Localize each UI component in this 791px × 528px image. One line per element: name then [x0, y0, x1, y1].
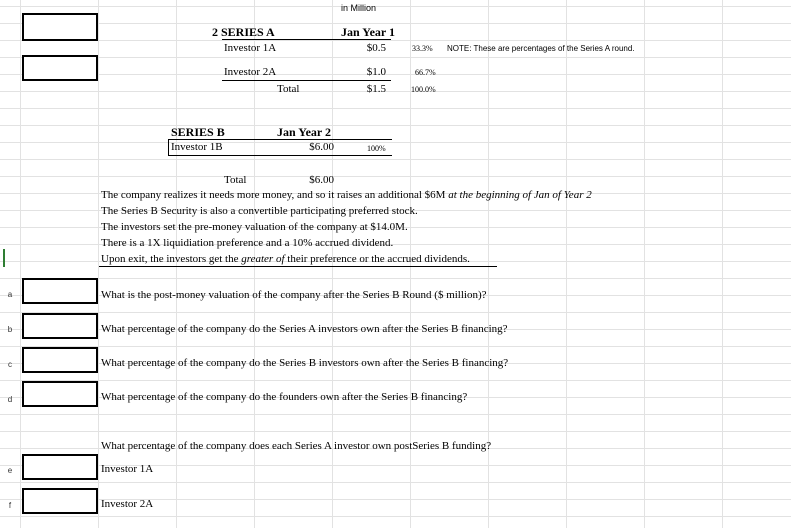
question-c-answer-box[interactable] — [22, 347, 98, 373]
series-b-header-underline — [168, 139, 392, 140]
series-b-divider — [168, 140, 169, 155]
question-f-answer-box[interactable] — [22, 488, 98, 514]
question-d-text: What percentage of the company do the founders own after the Series B financing? — [101, 391, 468, 403]
question-d-answer-box[interactable] — [22, 381, 98, 407]
question-e-answer-box[interactable] — [22, 454, 98, 480]
question-c-text: What percentage of the company do the Series B investors own after the Series B financing? — [101, 357, 509, 369]
description-line-1-italic: at the beginning of Jan of Year 2 — [448, 189, 592, 201]
description-line-5 — [101, 254, 470, 265]
question-d-letter: d — [7, 395, 13, 404]
series-a-total-pct: 100.0% — [411, 85, 436, 94]
question-f-letter: f — [8, 501, 12, 510]
series-a-row-1-amount: $0.5 — [366, 42, 386, 54]
description-line-1 — [101, 190, 592, 201]
question-b-text: What percentage of the company do the Series A investors own after the Series B financing? — [101, 323, 508, 335]
question-a-text: What is the post-money valuation of the company after the Series B Round ($ million)? — [101, 289, 487, 301]
series-a-rows-underline — [222, 80, 391, 81]
question-c-letter: c — [8, 360, 12, 369]
series-b-rows-underline — [168, 155, 392, 156]
series-b-investor: Investor 1B — [171, 141, 223, 153]
series-a-note: NOTE: These are percentages of the Series A round. — [447, 44, 635, 53]
description-line-2: The Series B Security is also a convertible participating preferred stock. — [101, 205, 418, 217]
series-a-row-1-name: Investor 1A — [224, 42, 277, 54]
answer-box-top-1[interactable] — [22, 13, 98, 41]
series-a-row-2-pct: 66.7% — [415, 68, 436, 77]
series-b-total-label: Total — [224, 174, 247, 186]
series-a-total-amount: $1.5 — [366, 83, 386, 95]
question-b-answer-box[interactable] — [22, 313, 98, 339]
description-line-4: There is a 1X liquidiation preference and a 10% accrued dividend. — [101, 237, 394, 249]
question-a-answer-box[interactable] — [22, 278, 98, 304]
row-selection-marker — [3, 249, 5, 267]
question-e-letter: e — [7, 466, 13, 475]
series-a-row-2-amount: $1.0 — [366, 66, 386, 78]
series-a-row-2-name: Investor 2A — [224, 66, 277, 78]
description-bottom-border — [99, 266, 497, 267]
series-b-heading: SERIES B — [171, 125, 225, 139]
description-line-1-start: The company realizes it needs more money, and so it raises an additional $6M — [101, 189, 449, 201]
answer-box-top-2[interactable] — [22, 55, 98, 81]
series-a-heading: 2 SERIES A — [212, 25, 275, 39]
description-line-5-start: Upon exit, the investors get the — [101, 253, 242, 265]
series-a-period: Jan Year 1 — [341, 25, 395, 39]
series-a-header-underline — [222, 39, 391, 40]
question-b-letter: b — [7, 325, 13, 334]
series-a-row-1-pct: 33.3% — [412, 44, 433, 53]
units-label: in Million — [341, 3, 377, 13]
description-line-5-italic: greater of — [241, 253, 285, 265]
series-b-pct: 100% — [367, 144, 386, 153]
question-e-header: What percentage of the company does each Series A investor own postSeries B funding? — [101, 440, 492, 452]
series-b-total-amount: $6.00 — [309, 174, 334, 186]
question-e-text: Investor 1A — [101, 463, 154, 475]
series-a-total-label: Total — [277, 83, 300, 95]
description-line-3: The investors set the pre-money valuation of the company at $14.0M. — [101, 221, 408, 233]
question-a-letter: a — [7, 290, 13, 299]
series-b-amount: $6.00 — [309, 141, 334, 153]
question-f-text: Investor 2A — [101, 498, 154, 510]
series-b-period: Jan Year 2 — [277, 125, 331, 139]
description-line-5-end: their preference or the accrued dividends. — [284, 253, 470, 265]
